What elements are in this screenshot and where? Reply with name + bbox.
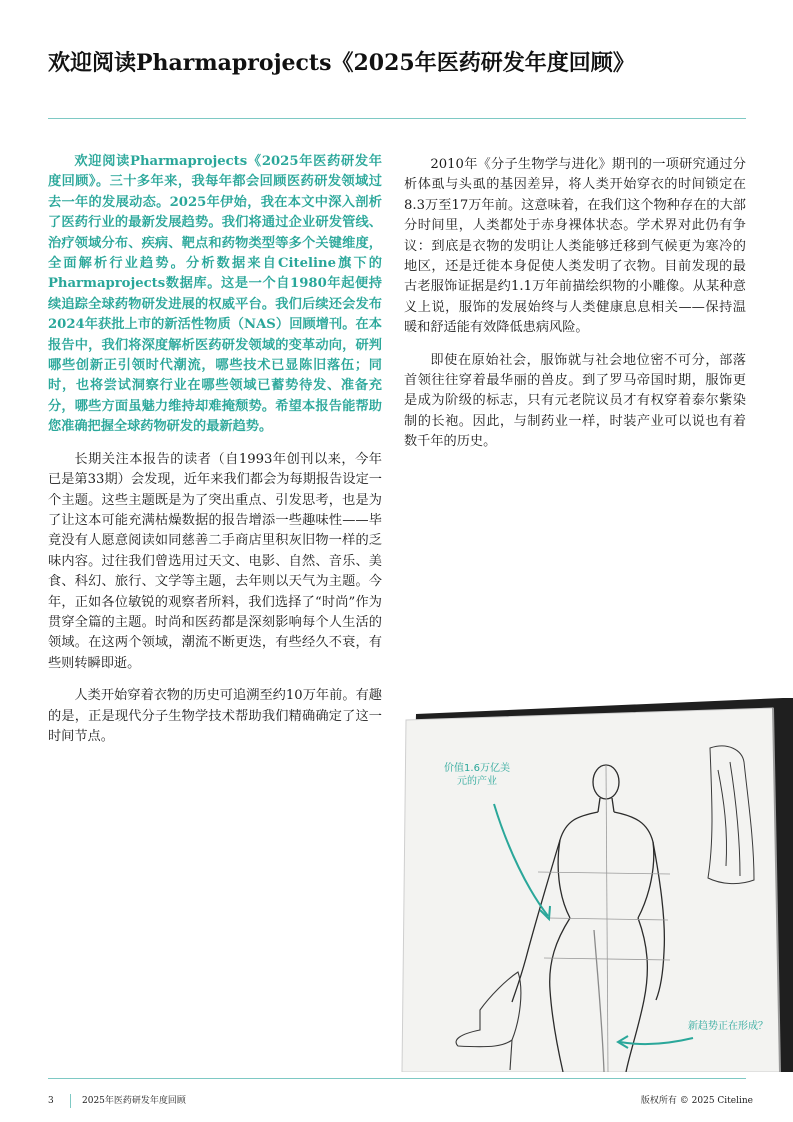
annotation-new-trend: 新趋势正在形成？ — [688, 1021, 768, 1032]
left-column — [48, 152, 382, 759]
body-paragraph: 人类开始穿着衣物的历史可追溯至约10万年前。有趣的是，正是现代分子生物学技术帮助我们精确确定了这一时间节点。 — [48, 688, 382, 744]
header-divider — [48, 118, 746, 119]
intro-paragraph: 欢迎阅读Pharmaprojects《2025年医药研发年度回顾》。三十多年来，我每年都会回顾医药研发领域过去一年的发展动态。2025年伊始，我在本文中深入剖析了医药行业的最新发展趋势。我们将通过企业研发管线、治疗领域分布、疾病、靶点和药物类型等多个关键维度，全面解析行业趋势。分析数据来自Citeline旗下的Pharmaprojects数据库。这是一个自1980年起便持续追踪全球药物研发进展的权威平台。我们后续还会发布2024年获批上市的新活性物质（NAS）回顾增刊。在本报告中，我们将深度解析医药研发领域的变革动向，研判哪些创新正引领时代潮流，哪些技术已显陈旧落伍；同时，也将尝试洞察行业在哪些领域已蓄势待发、准备充分，哪些方面虽魅力维持却难掩颓势。希望本报告能帮助您准确把握全球药物研发的最新趋势。 — [48, 154, 382, 435]
page-number: 3 — [48, 1096, 54, 1106]
footer-copyright: 版权所有 © 2025 Citeline — [640, 1096, 753, 1106]
right-column — [404, 155, 746, 465]
body-paragraph: 即使在原始社会，服饰就与社会地位密不可分，部落首领往往穿着最华丽的兽皮。到了罗马帝国时期，服饰更是成为阶级的标志，只有元老院议员才有权穿着泰尔紫染制的长袍。因此，与制药业一样，时装产业可以说也有着数千年的历史。 — [404, 352, 746, 450]
fashion-sketchbook-illustration — [398, 690, 793, 1072]
footer-separator — [70, 1094, 71, 1108]
footer-report-title: 2025年医药研发年度回顾 — [82, 1096, 186, 1106]
footer-divider — [48, 1078, 746, 1079]
page-title: 欢迎阅读Pharmaprojects《2025年医药研发年度回顾》 — [48, 50, 635, 76]
body-paragraph: 2010年《分子生物学与进化》期刊的一项研究通过分析体虱与头虱的基因差异，将人类开始穿衣的时间锁定在8.3万至17万年前。这意味着，在我们这个物种存在的大部分时间里，人类都处于赤身裸体状态。学术界对此仍有争议：到底是衣物的发明让人类能够迁移到气候更为寒冷的地区，还是迁徙本身促使人类发明了衣物。目前发现的最古老服饰证据是约1.1万年前描绘织物的小雕像。从某种意义上说，服饰的发展始终与人类健康息息相关——保持温暖和舒适能有效降低患病风险。 — [404, 157, 746, 336]
body-paragraph: 长期关注本报告的读者（自1993年创刊以来，今年已是第33期）会发现，近年来我们都会为每期报告设定一个主题。这些主题既是为了突出重点、引发思考，也是为了让这本可能充满枯燥数据的报告增添一些趣味性——毕竟没有人愿意阅读如同慈善二手商店里积灰旧物一样的乏味内容。过往我们曾选用过天文、电影、自然、音乐、美食、科幻、旅行、文学等主题，去年则以天气为主题。今年，正如各位敏锐的观察者所料，我们选择了“时尚”作为贯穿全篇的主题。时尚和医药都是深刻影响每个人生活的领域。在这两个领域，潮流不断更迭，有些经久不衰，有些则转瞬即逝。 — [48, 451, 382, 671]
annotation-industry-value: 价值1.6万亿美元的产业 — [444, 763, 510, 787]
